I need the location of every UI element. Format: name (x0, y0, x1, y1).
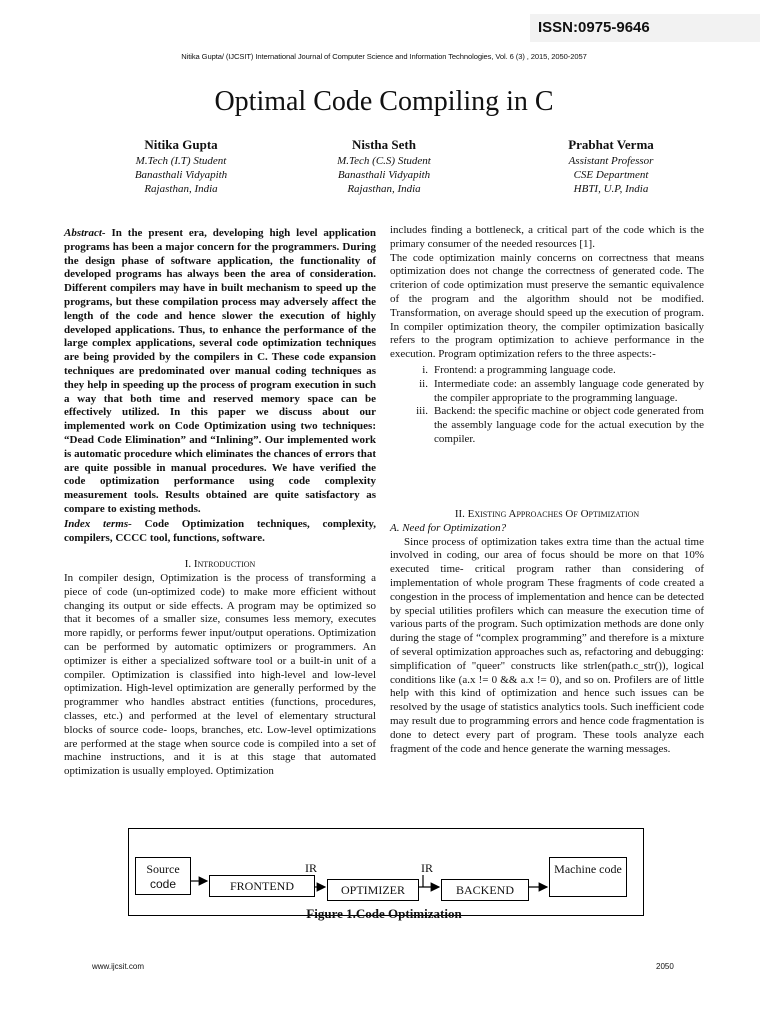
index-terms-text: Code Optimization techniques, complexity, compilers, CCCC tool, functions, software. (64, 518, 377, 544)
section-heading (64, 558, 376, 572)
paragraph: The code optimization mainly concerns on correctness that means optimization does not change the correctness of generated code. The criterion of code optimization must preserve the semantic equivalence of the program and the algorithm should not be modified. Transformation, on average should speed up the execution of program. In compiler optimization theory, the compiler optimization basically refers to the program optimization to achieve performance in the execution. Program optimization refers to the three aspects:- (390, 251, 704, 361)
list-item (390, 405, 704, 446)
figure-caption: Figure 1.Code Optimization (306, 906, 462, 921)
index-terms-label: Index terms- (64, 518, 132, 530)
section-heading (390, 508, 704, 522)
author-block (506, 136, 716, 196)
section-title: Introduction (193, 558, 256, 570)
author-affiliation: HBTI, U.P, India (573, 183, 649, 195)
author-block (279, 136, 489, 196)
frontend-box: FRONTEND (209, 875, 315, 897)
abstract-label: Abstract- (64, 227, 106, 239)
section-title: Existing Approaches Of Optimization (467, 508, 640, 520)
source-code-box (135, 857, 191, 895)
author-block (76, 136, 286, 196)
author-affiliation: M.Tech (I.T) Student (135, 155, 227, 167)
abstract-text: In the present era, developing high level application programs has been a major concern for the programmers. During the design phase of software application, the functionality of developed programs has always been the area of consideration. Different compilers may have in built mechanism to speed up the programs, but these compilation process may adversely affect the length of the code and hence slower the execution of highly developed applications. Thus, to enhance the performance of the large complex applications, several code optimization techniques are being provided by the compilers in C. These code expansion techniques are predominated over manual coding techniques as they help in speeding up the process of program execution in such a way that both time and reserved memory space can be effectively utilized. In this paper we discuss about our implemented work on Code Optimization using two techniques: “Dead Code Elimination” and “Inlining”. Our implemented work is automatic procedure which eliminates the chances of errors that are quite possible in manual procedures. We have verified the code optimization performance using code complexity measurement tools. Results obtained are quite satisfactory as compare to existing methods. (64, 227, 376, 515)
list-text: Backend: the specific machine or object code generated from the assembly language code for the actual execution by the compiler. (434, 405, 704, 445)
aspects-list (390, 364, 704, 447)
author-affiliation: CSE Department (573, 169, 649, 181)
author-affiliation: Banasthali Vidyapith (337, 169, 431, 181)
page-number: 2050 (656, 962, 674, 971)
author-name: Nistha Seth (352, 137, 416, 152)
list-item (390, 364, 704, 378)
footer-site: www.ijcsit.com (92, 962, 145, 971)
intro-body (64, 572, 376, 779)
optimizer-box: OPTIMIZER (327, 879, 419, 901)
author-affiliation: Rajasthan, India (144, 183, 218, 195)
journal-citation: Nitika Gupta/ (IJCSIT) International Journal of Computer Science and Information Technologies, Vol. 6 (3) , 2015, 2050-2057 (181, 52, 587, 61)
ir-label: IR (421, 861, 433, 875)
author-affiliation: Assistant Professor (568, 155, 654, 167)
paragraph: Since process of optimization takes extra time than the actual time involved in coding, our area of focus should be more on that 10% executed time- critical program rather than considering of implementation of whole program These fragments of code created a congestion in the process of implementation and hence can be detected by special utilities profilers which can measure the execution time of various parts of the program. Such optimization methods are done only during the stage of “complex programming” and therefore is a mixture of several optimization approaches such as, refactoring and debugging: simplification of "queer" constructs like strlen(path.c_str()), logical conditions like (a.x != 0 && a.x != 0), and so on. Profilers are of little help with this kind of optimization and hence such issues can be resolved by the usage of statistics analytics tools. Such inefficient code may result due to programming errors and hence code fragmentation is done to detect every part of program. These tools analyze each fragment of the code and hence generate the warning messages. (390, 535, 704, 755)
author-affiliation: Rajasthan, India (347, 183, 421, 195)
abstract (64, 227, 376, 517)
section-number: II. (454, 508, 468, 520)
list-text: Frontend: a programming language code. (434, 363, 616, 376)
list-number: i. (422, 363, 428, 376)
machine-code-box: Machine code (549, 857, 627, 897)
author-affiliation: M.Tech (C.S) Student (337, 155, 431, 167)
author-affiliation: Banasthali Vidyapith (134, 169, 228, 181)
figure-1 (128, 828, 644, 916)
list-item (390, 378, 704, 406)
author-name: Prabhat Verma (568, 137, 654, 152)
box-label: Source (146, 862, 180, 876)
paragraph: includes finding a bottleneck, a critical part of the code which is the primary consumer of the needed resources [1]. (390, 224, 704, 250)
right-column-top (390, 224, 704, 447)
paragraph: In compiler design, Optimization is the process of transforming a piece of code (un-optimized code) to make more efficient without changing its output or side effects. A program may be optimized so that it becomes of a smaller size, consumes less memory, executes more rapidly, or performs fewer input/output operations. Optimization can be performed by automatic optimizers or programmers. An optimizer is either a specialized software tool or a built-in unit of a compiler. Optimization is classified into high-level and low-level optimization. High-level optimization are generally performed by the programmer who handles abstract entities (functions, procedures, classes, etc.) and performed at the level of elementary structural blocks of source code- loops, branches, etc. Low-level optimizations are performed at the stage when source code is compiled into a set of machine instructions, and it is at this stage that automated optimization is usually employed. Optimization (64, 572, 376, 778)
index-terms (64, 518, 376, 546)
paper-title: Optimal Code Compiling in C (214, 86, 554, 117)
issn-label: ISSN:0975-9646 (530, 14, 760, 42)
section-2 (390, 508, 704, 756)
ir-label: IR (305, 861, 317, 875)
author-name: Nitika Gupta (144, 137, 218, 152)
subsection-heading: A. Need for Optimization? (390, 521, 507, 534)
list-number: ii. (419, 377, 428, 390)
box-label: code (149, 877, 177, 891)
list-number: iii. (416, 405, 428, 418)
section-number: I. (184, 558, 194, 570)
backend-box: BACKEND (441, 879, 529, 901)
list-text: Intermediate code: an assembly language code generated by the compiler appropriate to the programming language. (434, 377, 704, 404)
